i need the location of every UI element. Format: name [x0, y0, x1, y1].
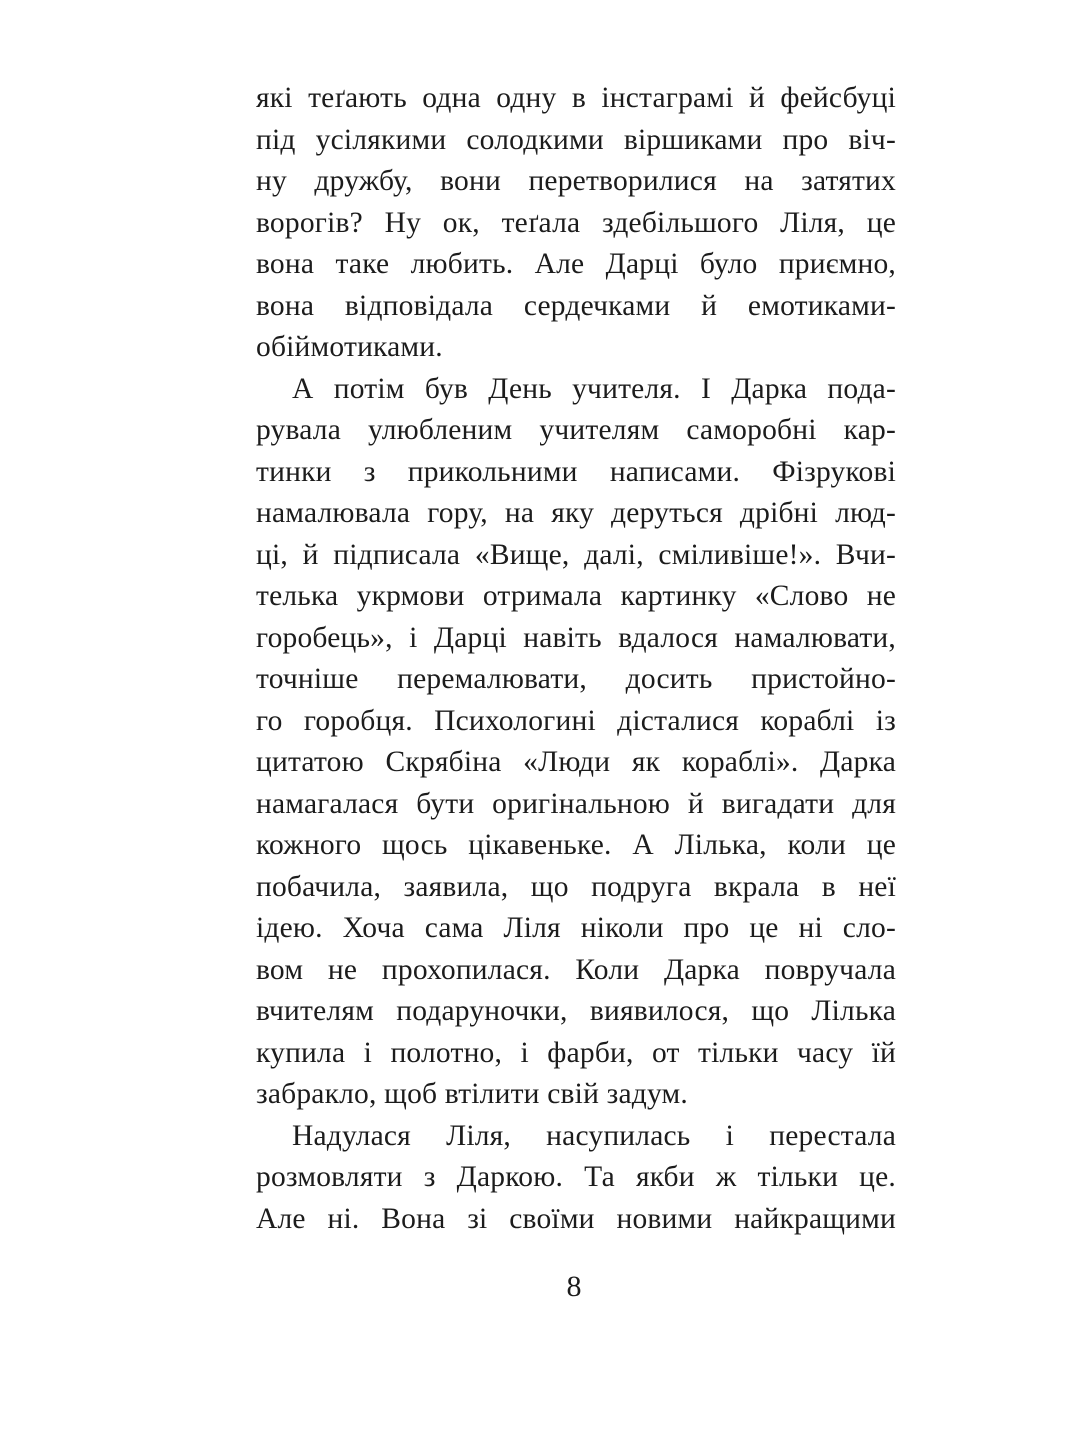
text-line: Надулася Ліля, насупилась і перестала — [292, 1119, 896, 1152]
text-line: під усілякими солодкими віршиками про віч- — [256, 123, 896, 156]
text-line: розмовляти з Даркою. Та якби ж тільки це. — [256, 1161, 896, 1193]
text-line: обіймотиками. — [256, 331, 443, 363]
text-line: побачила, заявила, що подруга вкрала в неї — [256, 870, 896, 903]
text-line: ці, й підписала «Вище, далі, сміливіше!». Вчи- — [256, 538, 896, 571]
paragraph — [256, 1116, 896, 1241]
text-line: рувала улюбленим учителям саморобні кар- — [256, 414, 896, 446]
text-line: телька укрмови отримала картинку «Слово не — [256, 580, 896, 612]
text-line: ворогів? Ну ок, теґала здебільшого Ліля, це — [256, 206, 896, 239]
text-line: намагалася бути оригінальною й вигадати для — [256, 787, 896, 820]
text-line: горобець», і Дарці навіть вдалося намалювати, — [256, 621, 896, 654]
text-line: ідею. Хоча сама Ліля ніколи про це ні сло- — [256, 912, 896, 944]
text-line: точніше перемалювати, досить пристойно- — [256, 663, 896, 695]
paragraph — [256, 78, 896, 369]
text-line: тинки з прикольними написами. Фізрукові — [256, 455, 896, 488]
paragraph — [256, 369, 896, 1116]
text-line: які теґають одна одну в інстаграмі й фейсбуці — [256, 82, 896, 114]
text-line: забракло, щоб втілити свій задум. — [256, 1078, 688, 1110]
text-line: вом не прохопилася. Коли Дарка повручала — [256, 953, 896, 986]
text-line: намалювала гору, на яку деруться дрібні люд- — [256, 497, 896, 529]
text-line: купила і полотно, і фарби, от тільки часу їй — [256, 1036, 896, 1069]
text-line: вона таке любить. Але Дарці було приємно, — [256, 248, 896, 280]
text-line: вона відповідала сердечками й емотиками- — [256, 289, 896, 322]
text-line: го горобця. Психологині дісталися кораблі із — [256, 704, 896, 737]
text-line: ну дружбу, вони перетворилися на затятих — [256, 165, 896, 197]
text-line: А потім був День учителя. І Дарка пода- — [292, 372, 896, 405]
text-line: цитатою Скрябіна «Люди як кораблі». Дарка — [256, 746, 896, 778]
text-line: Але ні. Вона зі своїми новими найкращими — [256, 1202, 896, 1235]
text-line: вчителям подаруночки, виявилося, що Лілька — [256, 995, 896, 1027]
page-body — [256, 78, 896, 1240]
page-number: 8 — [566, 1270, 582, 1303]
text-line: кожного щось цікавеньке. А Лілька, коли це — [256, 829, 896, 861]
